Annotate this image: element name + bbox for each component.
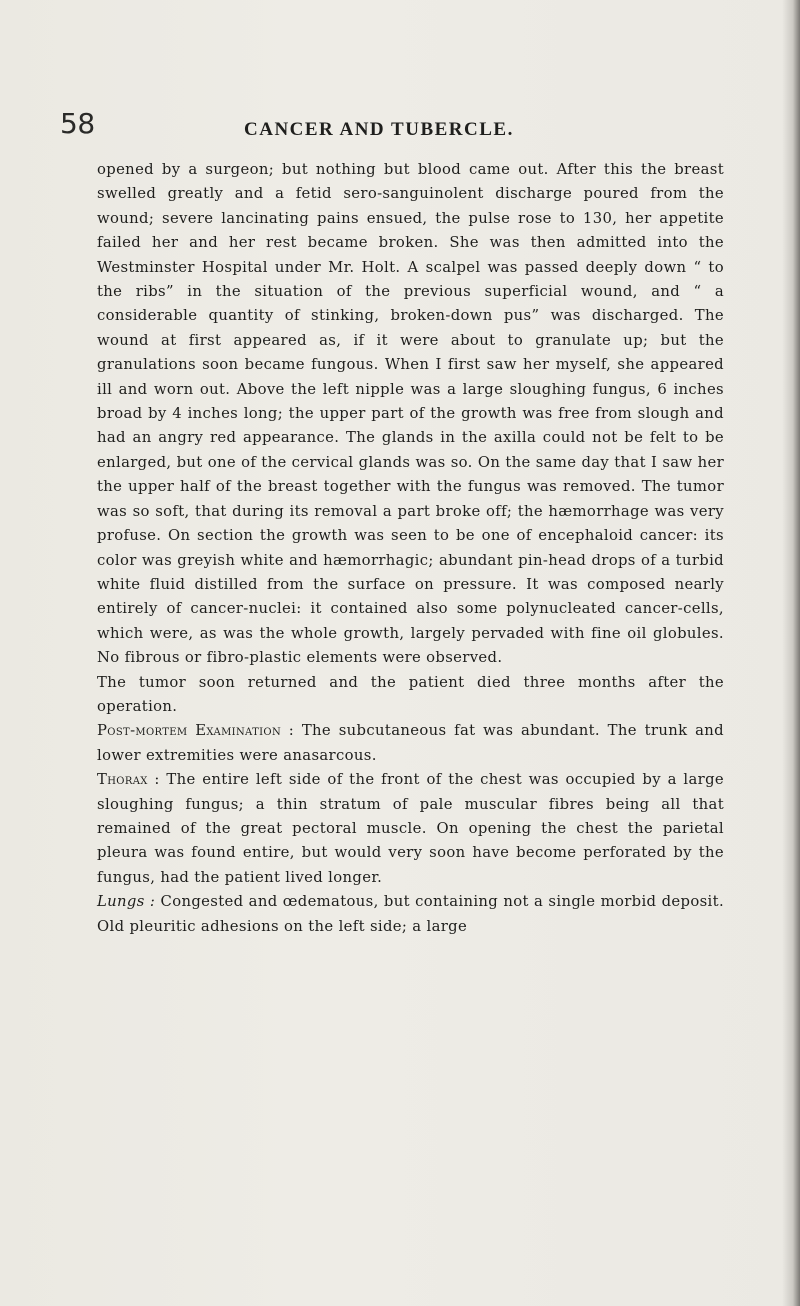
paragraph-text: opened by a surgeon; but nothing but blood came out. After this the breast swelled greatly and a fetid sero-sanguinolent discharge poured from the wound; severe lancinating pains ensued, the pulse rose to 130, her appetite failed her and her rest became broken. She was then admitted into the Westminster Hospital under Mr. Holt. A scalpel was passed deeply down “ to the ribs” in the situation of the previous superficial wound, and “ a considerable quantity of stinking, broken-down pus” was discharged. The wound at first appeared as, if it were about to granulate up; but the granulations soon became fungous. When I first saw her myself, she appeared ill and worn out. Above the left nipple was a large sloughing fungus, 6 inches broad by 4 inches long; the upper part of the growth was free from slough and had an angry red appearance. The glands in the axilla could not be felt to be enlarged, but one of the cervical glands was so. On the same day that I saw her the upper half of the breast together with the fungus was removed. The tumor was so soft, that during its removal a part broke off; the hæmorrhage was very profuse. On section the growth was seen to be one of encephaloid cancer: its color was greyish white and hæmorrhagic; abundant pin-head drops of a turbid white fluid distilled from the surface on pressure. It was composed nearly entirely of cancer-nuclei: it contained also some polynucleated cancer-cells, which were, as was the whole growth, largely pervaded with fine oil globules. No fibrous or fibro-plastic elements were observed. bbox=[97, 161, 724, 667]
section-lead: Post-mortem Examination : bbox=[97, 722, 295, 740]
paragraph-text: The tumor soon returned and the patient died three months after the operation. bbox=[97, 673, 724, 715]
section-lead: Lungs : bbox=[97, 893, 156, 911]
section-lead: Thorax : bbox=[97, 771, 160, 789]
body-text bbox=[97, 158, 724, 939]
page-header bbox=[60, 108, 720, 144]
paragraph-text: The entire left side of the front of the chest was occupied by a large sloughing fungus; a thin stratum of pale muscular fibres being all that remained of the great pectoral muscle. On opening the chest the parietal pleura was found entire, but would very soon have become perforated by the fungus, had the patient lived longer. bbox=[97, 771, 725, 886]
page-edge-shadow bbox=[782, 0, 800, 1306]
paragraph-post-mortem bbox=[97, 719, 724, 768]
paragraph-text: Congested and œdematous, but containing not a single morbid deposit. Old pleuritic adhesions on the left side; a large bbox=[97, 893, 724, 935]
paragraph-lungs bbox=[97, 890, 724, 939]
paragraph-thorax bbox=[97, 768, 724, 890]
paragraph-case-history bbox=[97, 158, 724, 671]
running-title: CANCER AND TUBERCLE. bbox=[244, 119, 514, 140]
paragraph-text: The subcutaneous fat was abundant. The trunk and lower extremities were anasarcous. bbox=[97, 722, 724, 764]
page-number: 58 bbox=[60, 107, 95, 140]
paragraph-recurrence bbox=[97, 671, 724, 720]
